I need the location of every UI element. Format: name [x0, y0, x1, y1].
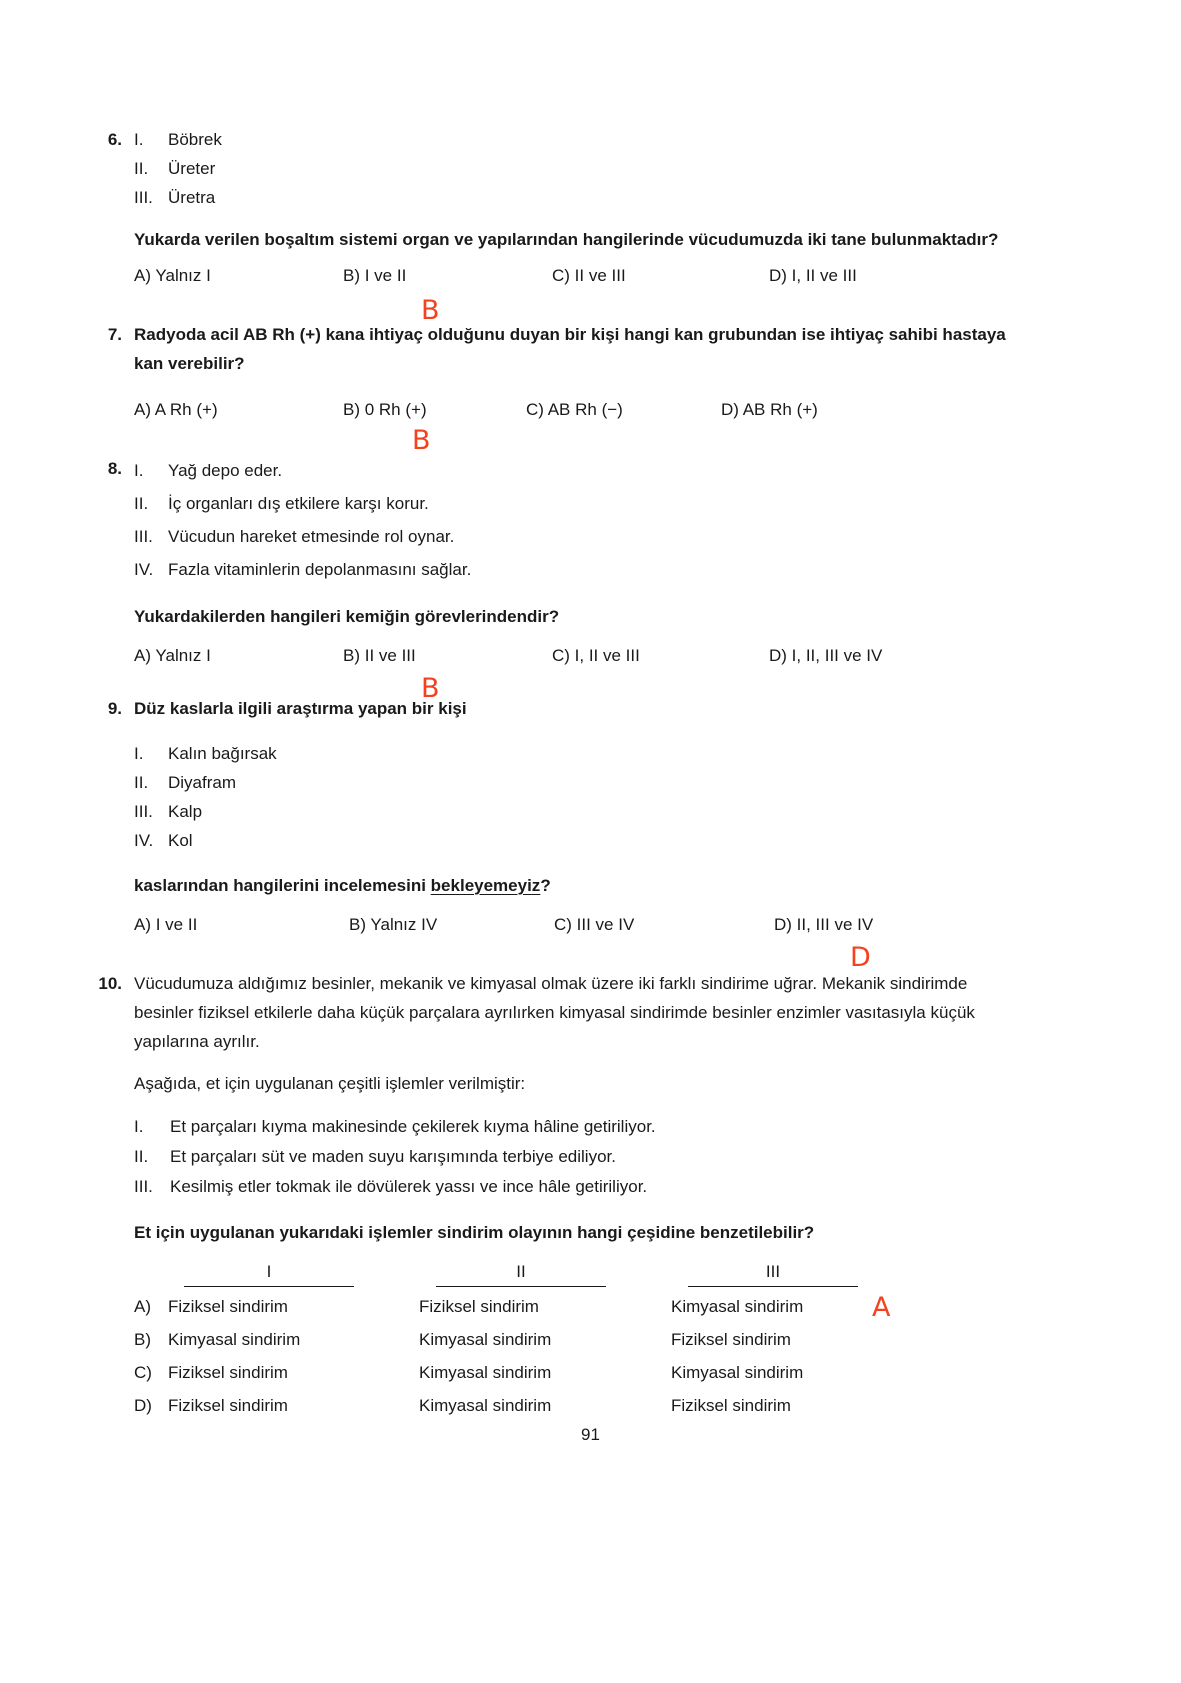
column-header-iii: [688, 1261, 858, 1287]
roman-numeral: I.: [134, 461, 144, 480]
handwritten-answer-mark: D: [850, 942, 871, 973]
option-d[interactable]: D) AB Rh (+): [721, 400, 818, 419]
roman-item-list: [134, 454, 1018, 586]
question-number: 6.: [107, 130, 122, 149]
option-b[interactable]: B) Yalnız IV: [349, 915, 438, 934]
list-item: [134, 553, 1018, 586]
list-item-text: Kesilmiş etler tokmak ile dövülerek yassı ve ince hâle getiriliyor.: [170, 1177, 648, 1196]
question-number: 9.: [107, 699, 122, 718]
cell-ii: Kimyasal sindirim: [419, 1330, 552, 1349]
stem-text-after: ?: [540, 876, 551, 895]
row-label: D): [134, 1396, 152, 1415]
list-item: [134, 768, 1018, 797]
cell-iii: Fiziksel sindirim: [671, 1330, 791, 1349]
roman-item-list: [134, 1112, 1018, 1202]
answer-options: [134, 646, 1018, 704]
header-rule: [688, 1286, 858, 1287]
cell-i: Fiziksel sindirim: [168, 1363, 288, 1382]
list-item: [134, 183, 1018, 212]
option-a[interactable]: A) A Rh (+): [134, 400, 218, 419]
handwritten-answer-mark: A: [872, 1292, 891, 1323]
cell-ii: Kimyasal sindirim: [419, 1363, 552, 1382]
table-row[interactable]: [134, 1363, 1018, 1396]
roman-numeral: III.: [134, 1177, 153, 1196]
option-b[interactable]: B) 0 Rh (+): [343, 400, 427, 419]
question-stem: Düz kaslarla ilgili araştırma yapan bir kişi: [134, 699, 467, 718]
roman-numeral: IV.: [134, 560, 154, 579]
list-item-text: Üreter: [168, 159, 216, 178]
page-content: [88, 125, 1018, 1429]
roman-numeral: II.: [134, 773, 149, 792]
header-rule: [184, 1286, 354, 1287]
question-paragraph-1: Vücudumuza aldığımız besinler, mekanik ve kimyasal olmak üzere iki farklı sindirime uğrar. Mekanik sindirimde besinler fiziksel etkilerle daha küçük parçalara ayrılırken kimyasal sindirimde besinler enzimler vasıtasıyla küçük yapılarına ayrılır.: [134, 974, 975, 1051]
roman-numeral: I.: [134, 1117, 144, 1136]
list-item: [134, 1112, 1018, 1142]
answer-options: [134, 400, 1018, 456]
cell-iii: Kimyasal sindirim: [671, 1363, 804, 1382]
roman-numeral: II.: [134, 1147, 149, 1166]
table-row[interactable]: [134, 1292, 1018, 1330]
list-item: [134, 1142, 1018, 1172]
question-number: 10.: [98, 974, 122, 993]
list-item: [134, 125, 1018, 154]
list-item-text: İç organları dış etkilere karşı korur.: [168, 494, 429, 513]
handwritten-answer-mark: B: [421, 673, 440, 704]
option-d[interactable]: D) I, II ve III: [769, 266, 857, 285]
option-a[interactable]: A) Yalnız I: [134, 266, 211, 285]
handwritten-answer-mark: B: [421, 295, 440, 326]
cell-ii: Kimyasal sindirim: [419, 1396, 552, 1415]
row-label: B): [134, 1330, 151, 1349]
cell-i: Fiziksel sindirim: [168, 1396, 288, 1415]
option-c[interactable]: C) II ve III: [552, 266, 626, 285]
question-stem: Yukardakilerden hangileri kemiğin görevlerindendir?: [134, 607, 560, 626]
option-c[interactable]: C) AB Rh (−): [526, 400, 623, 419]
column-header-label: III: [765, 1262, 781, 1281]
answer-options: [134, 915, 1018, 973]
roman-numeral: IV.: [134, 831, 154, 850]
question-7: [88, 320, 1018, 456]
list-item-text: Yağ depo eder.: [168, 461, 283, 480]
row-label: C): [134, 1363, 152, 1382]
stem-emphasis: bekleyemeyiz: [430, 876, 541, 895]
row-label: A): [134, 1297, 151, 1316]
roman-numeral: III.: [134, 802, 153, 821]
question-stem: Et için uygulanan yukarıdaki işlemler sindirim olayının hangi çeşidine benzetilebilir?: [134, 1223, 815, 1242]
list-item-text: Diyafram: [168, 773, 237, 792]
list-item: [134, 454, 1018, 487]
question-paragraph-2: Aşağıda, et için uygulanan çeşitli işlemler verilmiştir:: [134, 1074, 526, 1093]
column-header-label: I: [266, 1262, 272, 1281]
list-item: [134, 797, 1018, 826]
question-10: [88, 969, 1018, 1429]
page-number: 91: [581, 1425, 600, 1444]
roman-item-list: [134, 125, 1018, 212]
question-6: [88, 125, 1018, 326]
list-item-text: Kol: [168, 831, 193, 850]
question-number: 7.: [107, 325, 122, 344]
roman-numeral: II.: [134, 494, 149, 513]
list-item: [134, 520, 1018, 553]
table-row[interactable]: [134, 1330, 1018, 1363]
handwritten-answer-mark: B: [412, 425, 431, 456]
list-item-text: Fazla vitaminlerin depolanmasını sağlar.: [168, 560, 472, 579]
option-d[interactable]: D) I, II, III ve IV: [769, 646, 883, 665]
question-8: [88, 454, 1018, 704]
roman-numeral: III.: [134, 188, 153, 207]
question-stem: Radyoda acil AB Rh (+) kana ihtiyaç olduğunu duyan bir kişi hangi kan grubundan ise ihtiyaç sahibi hastaya kan verebilir?: [134, 325, 1006, 373]
cell-i: Kimyasal sindirim: [168, 1330, 301, 1349]
question-stem-secondary: [134, 871, 1018, 900]
question-9: [88, 694, 1018, 973]
roman-numeral: I.: [134, 744, 144, 763]
option-a[interactable]: A) I ve II: [134, 915, 198, 934]
list-item-text: Üretra: [168, 188, 216, 207]
list-item-text: Et parçaları süt ve maden suyu karışımında terbiye ediliyor.: [170, 1147, 616, 1166]
column-header-i: [184, 1261, 354, 1287]
option-b[interactable]: B) II ve III: [343, 646, 416, 665]
roman-numeral: I.: [134, 130, 144, 149]
option-b[interactable]: B) I ve II: [343, 266, 407, 285]
stem-text-before: kaslarından hangilerini incelemesini: [134, 876, 431, 895]
question-number: 8.: [107, 459, 122, 478]
column-header-ii: [436, 1261, 606, 1287]
question-stem: Yukarda verilen boşaltım sistemi organ ve yapılarından hangilerinde vücudumuzda iki tane bulunmaktadır?: [134, 230, 999, 249]
list-item-text: Kalın bağırsak: [168, 744, 277, 763]
option-a[interactable]: A) Yalnız I: [134, 646, 211, 665]
list-item: [134, 154, 1018, 183]
option-d[interactable]: D) II, III ve IV: [774, 915, 874, 934]
cell-i: Fiziksel sindirim: [168, 1297, 288, 1316]
header-rule: [436, 1286, 606, 1287]
roman-item-list: [134, 739, 1018, 855]
answer-options: [134, 266, 1018, 326]
list-item: [134, 1172, 1018, 1202]
list-item: [134, 739, 1018, 768]
list-item-text: Böbrek: [168, 130, 222, 149]
cell-iii: Kimyasal sindirim: [671, 1297, 804, 1316]
list-item-text: Vücudun hareket etmesinde rol oynar.: [168, 527, 455, 546]
roman-numeral: II.: [134, 159, 149, 178]
list-item-text: Et parçaları kıyma makinesinde çekilerek kıyma hâline getiriliyor.: [170, 1117, 656, 1136]
cell-ii: Fiziksel sindirim: [419, 1297, 539, 1316]
option-c[interactable]: C) III ve IV: [554, 915, 635, 934]
column-header-label: II: [516, 1262, 526, 1281]
cell-iii: Fiziksel sindirim: [671, 1396, 791, 1415]
roman-numeral: III.: [134, 527, 153, 546]
list-item-text: Kalp: [168, 802, 203, 821]
answer-table: [134, 1261, 1018, 1429]
list-item: [134, 826, 1018, 855]
option-c[interactable]: C) I, II ve III: [552, 646, 640, 665]
list-item: [134, 487, 1018, 520]
